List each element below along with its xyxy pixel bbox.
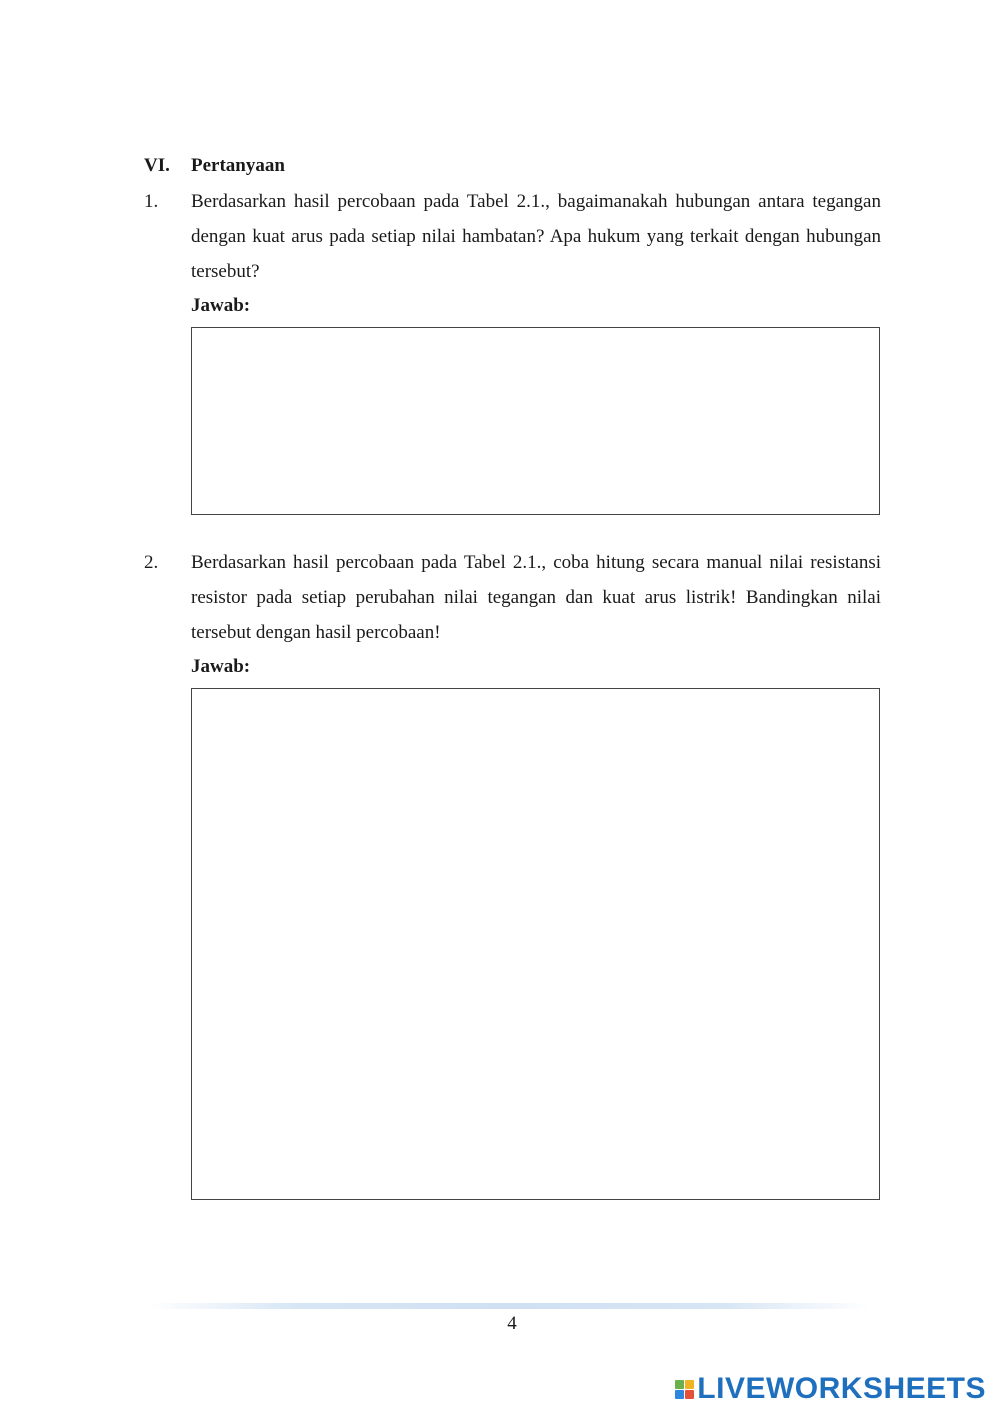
liveworksheets-logo-icon (675, 1380, 694, 1399)
question-1-answer-box[interactable] (191, 327, 880, 515)
section-heading (144, 153, 285, 179)
brand-name: LIVEWORKSHEETS (697, 1372, 986, 1405)
page-number: 4 (507, 1313, 517, 1334)
section-title: Pertanyaan (191, 155, 285, 176)
logo-square-v (675, 1390, 684, 1399)
question-2-answer-label: Jawab: (191, 656, 251, 677)
logo-square-i (685, 1380, 694, 1389)
question-1-answer-label: Jawab: (191, 295, 251, 316)
question-1-text: Berdasarkan hasil percobaan pada Tabel 2.1., bagaimanakah hubungan antara tegangan dengan kuat arus pada setiap nilai hambatan? Apa hukum yang terkait dengan hubungan tersebut? (191, 191, 881, 282)
question-2-text: Berdasarkan hasil percobaan pada Tabel 2.1., coba hitung secara manual nilai resistansi resistor pada setiap perubahan nilai tegangan dan kuat arus listrik! Bandingkan nilai tersebut dengan hasil percobaan! (191, 552, 881, 643)
footer-divider (150, 1303, 870, 1309)
logo-square-e (685, 1390, 694, 1399)
section-number: VI. (144, 155, 170, 176)
question-2-answer-box[interactable] (191, 688, 880, 1200)
liveworksheets-brand (675, 1373, 986, 1405)
logo-square-l (675, 1380, 684, 1389)
question-1-number: 1. (144, 191, 159, 212)
question-2-number: 2. (144, 552, 159, 573)
